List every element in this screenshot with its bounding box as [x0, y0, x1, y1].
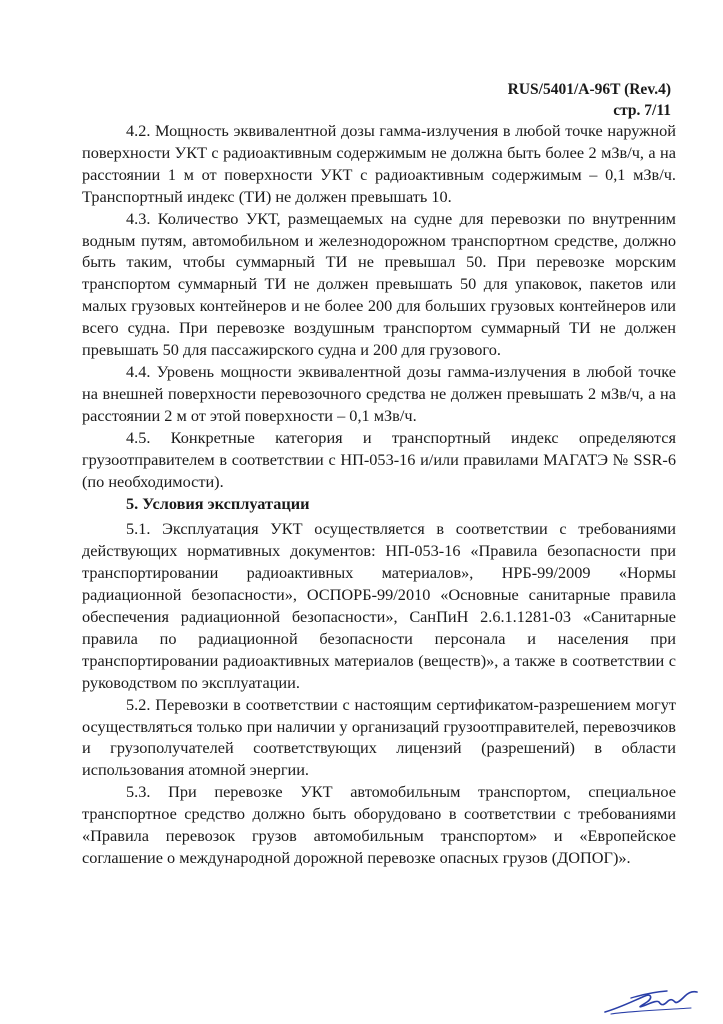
document-number: RUS/5401/A-96T (Rev.4): [507, 81, 671, 98]
section-5-heading: 5. Условия эксплуатации: [126, 494, 310, 514]
paragraph-4-3: 4.3. Количество УКТ, размещаемых на судне для перевозки по внутренним водным путям, автомобильном и железнодорожном транспортном средстве, должно быть таким, чтобы суммарный ТИ не превышал 50. При перевозке морским транспортом суммарный ТИ не должен превышать 50 для упаковок, пакетов или малых грузовых контейнеров и не более 200 для больших грузовых контейнеров или всего судна. При перевозке воздушным транспортом суммарный ТИ не должен превышать 50 для пассажирского судна и 200 для грузового.: [82, 208, 676, 360]
paragraph-5-1: 5.1. Эксплуатация УКТ осуществляется в соответствии с требованиями действующих нормативных документов: НП-053-16 «Правила безопасности при транспортировании радиоактивных материалов», НРБ-99/2009 «Нормы радиационной безопасности», ОСПОРБ-99/2010 «Основные санитарные правила обеспечения радиационной безопасности», СанПиН 2.6.1.1281-03 «Санитарные правила по радиационной безопасности персонала и населения при транспортировании радиоактивных материалов (веществ)», а также в соответствии с руководством по эксплуатации.: [82, 519, 676, 692]
paragraph-4-5: 4.5. Конкретные категория и транспортный индекс определяются грузоотправителем в соответствии с НП-053-16 и/или правилами МАГАТЭ № SSR-6 (по необходимости).: [82, 427, 676, 491]
paragraph-5-3: 5.3. При перевозке УКТ автомобильным транспортом, специальное транспортное средство должно быть оборудовано в соответствии с требованиями «Правила перевозок грузов автомобильным транспортом» и «Европейское соглашение о международной дорожной перевозке опасных грузов (ДОПОГ)».: [82, 782, 676, 867]
document-body: [82, 120, 676, 869]
paragraph-5-2: 5.2. Перевозки в соответствии с настоящим сертификатом-разрешением могут осуществляться только при наличии у организаций грузоотправителей, перевозчиков и грузополучателей соответствующих лицензий (разрешений) в области использования атомной энергии.: [82, 694, 676, 780]
page-header: [508, 79, 671, 121]
signature-image: [601, 986, 701, 1018]
paragraph-4-4: 4.4. Уровень мощности эквивалентной дозы гамма-излучения в любой точке на внешней поверхности перевозочного средства не должен превышать 2 мЗв/ч, а на расстоянии 2 м от этой поверхности – 0,1 мЗв/ч.: [82, 361, 676, 425]
page-number: стр. 7/11: [613, 102, 671, 119]
paragraph-4-2: 4.2. Мощность эквивалентной дозы гамма-излучения в любой точке наружной поверхности УКТ с радиоактивным содержимым не должна быть более 2 мЗв/ч, а на расстоянии 1 м от поверхности УКТ с радиоактивным содержимым – 0,1 мЗв/ч. Транспортный индекс (ТИ) не должен превышать 10.: [82, 121, 676, 206]
